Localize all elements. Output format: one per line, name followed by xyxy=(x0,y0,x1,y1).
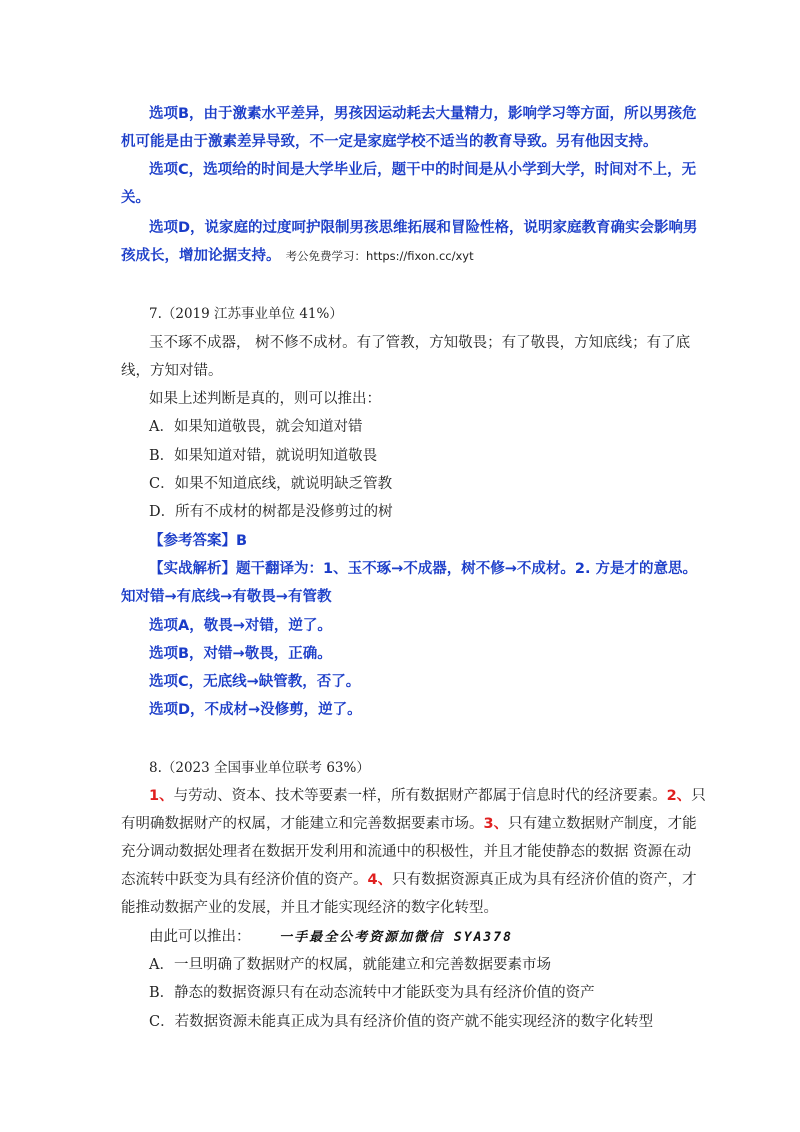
analysis-option-b-line1: 选项B，由于激素水平差异，男孩因运动耗去大量精力，影响学习等方面，所以男孩危 xyxy=(149,106,697,122)
q8-premise-3-start: 只有建立数据财产制度，才能 xyxy=(508,816,697,832)
analysis-option-c-line1: 选项C，选项给的时间是大学毕业后，题干中的时间是从小学到大学，时间对不上，无 xyxy=(149,162,697,178)
q8-premise-number-2: 2、 xyxy=(666,788,692,804)
q8-premise-number-1: 1、 xyxy=(149,788,174,804)
q7-option-c: C．如果不知道底线，就说明缺乏管教 xyxy=(149,476,393,492)
q7-analysis-option-b: 选项B，对错→敬畏，正确。 xyxy=(149,646,332,662)
q8-premise-number-3: 3、 xyxy=(483,816,509,832)
watermark-link: 考公免费学习：https://fixon.cc/xyt xyxy=(285,249,474,263)
q8-stem-line5: 能推动数据产业的发展，并且才能实现经济的数字化转型。 xyxy=(121,900,498,916)
q7-question: 如果上述判断是真的，则可以推出： xyxy=(149,391,381,407)
q8-premise-2-end: 有明确数据财产的权属，才能建立和完善数据要素市场。 xyxy=(121,816,484,832)
analysis-option-d-line2 xyxy=(121,246,681,266)
q8-premise-2-start: 只 xyxy=(691,788,706,804)
q8-option-a: A．一旦明确了数据财产的权属，就能建立和完善数据要素市场 xyxy=(149,957,551,973)
q8-premise-3-end: 态流转中跃变为具有经济价值的资产。 xyxy=(121,872,368,888)
q7-analysis-line1: 【实战解析】题干翻译为：1、玉不琢→不成器，树不修→不成材。2. 方是才的意思。 xyxy=(149,561,698,577)
q8-option-c: C．若数据资源未能真正成为具有经济价值的资产就不能实现经济的数字化转型 xyxy=(149,1014,654,1030)
q7-answer: 【参考答案】B xyxy=(149,533,248,549)
analysis-option-d-text: 孩成长，增加论据支持。 xyxy=(121,248,281,264)
q7-option-a: A．如果知道敬畏，就会知道对错 xyxy=(149,419,363,435)
q7-header: 7.（2019 江苏事业单位 41%） xyxy=(149,306,343,322)
watermark-wechat: 一手最全公考资源加微信 SYA378 xyxy=(279,930,513,945)
q8-stem-line3: 充分调动数据处理者在数据开发利用和流通中的积极性，并且才能使静态的数据 资源在动 xyxy=(121,844,692,860)
q7-option-b: B．如果知道对错，就说明知道敬畏 xyxy=(149,448,378,464)
q8-header: 8.（2023 全国事业单位联考 63%） xyxy=(149,760,370,776)
q8-stem-line2 xyxy=(121,814,697,834)
q8-premise-number-4: 4、 xyxy=(367,872,393,888)
q8-question-line xyxy=(149,927,709,948)
q8-option-b: B．静态的数据资源只有在动态流转中才能跃变为具有经济价值的资产 xyxy=(149,985,595,1001)
q7-stem-line1: 玉不琢不成器， 树不修不成材。有了管教，方知敬畏；有了敬畏，方知底线；有了底 xyxy=(149,335,691,351)
q7-analysis-option-c: 选项C，无底线→缺管教，否了。 xyxy=(149,674,361,690)
q7-stem-line2: 线，方知对错。 xyxy=(121,363,223,379)
analysis-option-b-line2: 机可能是由于激素差异导致，不一定是家庭学校不适当的教育导致。另有他因支持。 xyxy=(121,134,658,150)
q7-analysis-option-d: 选项D，不成材→没修剪，逆了。 xyxy=(149,702,362,718)
analysis-option-d-line1: 选项D，说家庭的过度呵护限制男孩思维拓展和冒险性格，说明家庭教育确实会影响男 xyxy=(149,220,698,236)
q7-option-d: D．所有不成材的树都是没修剪过的树 xyxy=(149,504,393,520)
q7-analysis-line2: 知对错→有底线→有敬畏→有管教 xyxy=(121,589,332,605)
q8-premise-4-start: 只有数据资源真正成为具有经济价值的资产，才 xyxy=(392,872,697,888)
q7-analysis-option-a: 选项A，敬畏→对错，逆了。 xyxy=(149,618,332,634)
q8-stem-line4 xyxy=(121,870,697,890)
q8-question: 由此可以推出： xyxy=(149,929,251,945)
q8-premise-1: 与劳动、资本、技术等要素一样，所有数据财产都属于信息时代的经济要素。 xyxy=(173,788,667,804)
q8-stem-line1 xyxy=(149,786,709,806)
analysis-option-c-line2: 关。 xyxy=(121,190,150,206)
